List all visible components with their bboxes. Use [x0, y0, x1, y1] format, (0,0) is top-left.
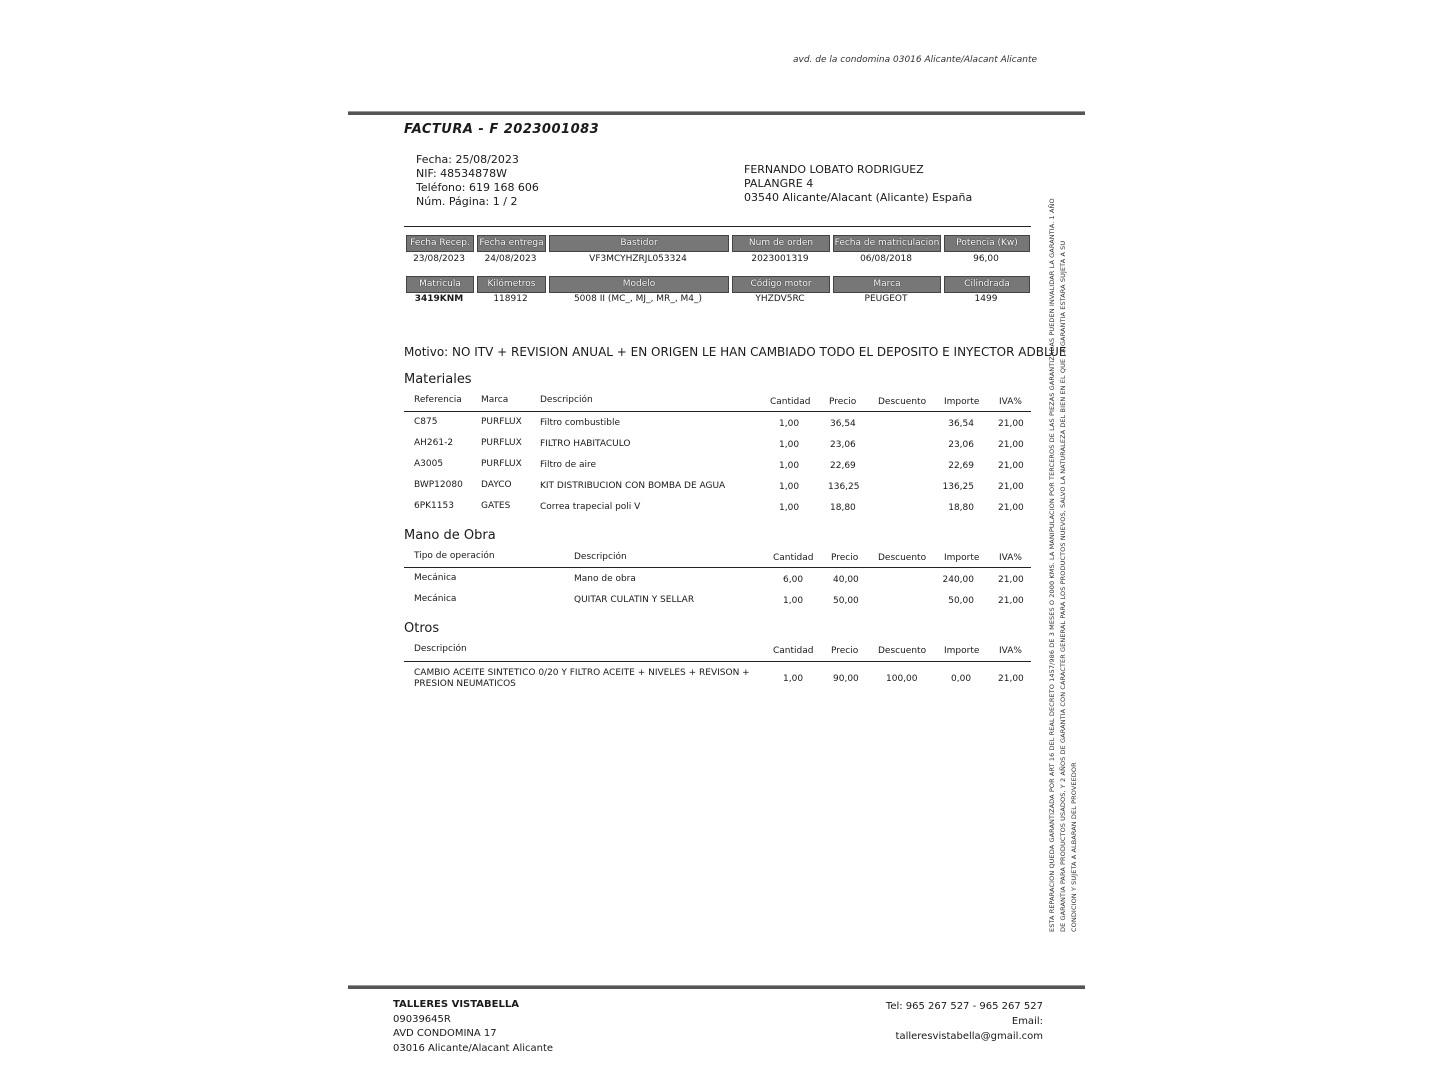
cell-qty: 6,00: [783, 575, 804, 585]
cell-desc: Mano de obra: [574, 574, 636, 584]
company-phone: Tel: 965 267 527 - 965 267 527: [885, 1001, 1043, 1012]
cell-ref: A3005: [414, 459, 444, 469]
cell-amount: 36,54: [948, 419, 974, 429]
col-header: IVA%: [999, 553, 1022, 563]
vehicle-header: Matricula: [406, 276, 474, 293]
cell-qty: 1,00: [783, 674, 804, 684]
client-city: 03540 Alicante/Alacant (Alicante) España: [744, 191, 973, 204]
cell-ref: 6PK1153: [414, 501, 454, 511]
cell-price: 23,06: [830, 440, 856, 450]
cell-ref: C875: [414, 417, 438, 427]
cell-type: Mecánica: [414, 573, 457, 583]
cell-desc: QUITAR CULATIN Y SELLAR: [574, 595, 695, 605]
cell-desc: Filtro de aire: [540, 460, 597, 470]
cell-price: 22,69: [830, 461, 856, 471]
col-header: Tipo de operación: [414, 551, 495, 561]
cell-ref: AH261-2: [414, 438, 454, 448]
cell-vat: 21,00: [998, 461, 1024, 471]
cell-qty: 1,00: [779, 503, 800, 513]
otros-header-line: [404, 661, 1031, 662]
col-header: IVA%: [999, 397, 1022, 407]
cell-price: 90,00: [833, 674, 859, 684]
vehicle-value: 5008 II (MC_, MJ_, MR_, M4_): [573, 294, 703, 304]
cell-brand: GATES: [481, 501, 511, 511]
vehicle-value: 3419KNM: [414, 294, 464, 304]
col-header: Descripción: [540, 395, 593, 405]
cell-vat: 21,00: [998, 482, 1024, 492]
col-header: Marca: [481, 395, 509, 405]
col-header: Cantidad: [773, 646, 814, 656]
vehicle-value: 96,00: [973, 254, 999, 264]
cell-amount: 240,00: [942, 575, 974, 585]
cell-qty: 1,00: [779, 440, 800, 450]
invoice-phone: Teléfono: 619 168 606: [416, 181, 539, 194]
warranty-line: ESTA REPARACION QUEDA GARANTIZADA POR ART 16 DEL REAL DECRETO 1457/986 DE 3 MESES O 2000 KMS. LA MANIPULACION POR TERCEROS DE LAS PIEZAS GARANTIZADAS PUEDEN INVALIDAR LA GARANTIA. 1 AÑO: [1048, 198, 1056, 932]
cell-desc: CAMBIO ACEITE SINTETICO 0/20 Y FILTRO ACEITE + NIVELES + REVISON + PRESION NEUMATICOS: [414, 668, 750, 689]
company-cif: 09039645R: [393, 1013, 451, 1025]
cell-brand: PURFLUX: [481, 417, 522, 427]
col-header: Descuento: [878, 646, 927, 656]
otros-title: Otros: [404, 621, 440, 636]
company-street: AVD CONDOMINA 17: [393, 1028, 497, 1039]
col-header: Precio: [831, 646, 859, 656]
col-header: Precio: [829, 397, 857, 407]
header-address: avd. de la condomina 03016 Alicante/Alacant Alicante: [793, 55, 1038, 65]
cell-price: 40,00: [833, 575, 859, 585]
cell-desc: FILTRO HABITACULO: [540, 439, 631, 449]
vehicle-header: Fecha Recep.: [406, 235, 474, 252]
col-header: Cantidad: [773, 553, 814, 563]
cell-discount: 100,00: [886, 674, 918, 684]
vehicle-value: 24/08/2023: [484, 254, 537, 264]
cell-qty: 1,00: [779, 482, 800, 492]
meta-divider: [404, 226, 1031, 227]
vehicle-value: VF3MCYHZRJL053324: [589, 254, 687, 264]
cell-amount: 22,69: [948, 461, 974, 471]
cell-brand: PURFLUX: [481, 459, 522, 469]
cell-price: 50,00: [833, 596, 859, 606]
cell-desc: Correa trapecial poli V: [540, 502, 641, 512]
cell-amount: 18,80: [948, 503, 974, 513]
cell-desc: Filtro combustible: [540, 418, 621, 428]
invoice-title: FACTURA - F 2023001083: [404, 122, 600, 137]
col-header: Descuento: [878, 397, 927, 407]
materiales-title: Materiales: [404, 372, 472, 387]
invoice-date: Fecha: 25/08/2023: [416, 153, 519, 166]
vehicle-header: Marca: [833, 276, 941, 293]
col-header: Importe: [944, 646, 980, 656]
bottom-rule: [348, 985, 1085, 989]
company-city: 03016 Alicante/Alacant Alicante: [393, 1042, 554, 1054]
company-block: [393, 998, 553, 1056]
vehicle-header: Fecha de matriculacion: [833, 235, 941, 252]
cell-amount: 0,00: [951, 674, 972, 684]
cell-desc: KIT DISTRIBUCION CON BOMBA DE AGUA: [540, 481, 726, 491]
cell-amount: 50,00: [948, 596, 974, 606]
company-name: TALLERES VISTABELLA: [393, 999, 519, 1010]
col-header: Referencia: [414, 395, 462, 405]
cell-price: 18,80: [830, 503, 856, 513]
cell-qty: 1,00: [779, 419, 800, 429]
col-header: Descripción: [414, 644, 467, 654]
vehicle-value: 06/08/2018: [860, 254, 912, 264]
vehicle-header: Código motor: [732, 276, 830, 293]
vehicle-value: YHZDV5RC: [755, 294, 805, 304]
invoice-page: Núm. Página: 1 / 2: [416, 195, 518, 208]
cell-vat: 21,00: [998, 503, 1024, 513]
cell-vat: 21,00: [998, 440, 1024, 450]
col-header: Importe: [944, 397, 980, 407]
motivo-text: Motivo: NO ITV + REVISION ANUAL + EN ORIGEN LE HAN CAMBIADO TODO EL DEPOSITO E INYECTOR ADBLUE: [404, 345, 1067, 359]
invoice-nif: NIF: 48534878W: [416, 167, 508, 180]
col-header: Cantidad: [770, 397, 811, 407]
mano-obra-header-line: [404, 567, 1031, 568]
vehicle-header: Num de orden: [732, 235, 830, 252]
cell-vat: 21,00: [998, 674, 1024, 684]
invoice-meta: [416, 153, 539, 209]
mano-obra-title: Mano de Obra: [404, 528, 496, 543]
cell-ref: BWP12080: [414, 480, 463, 490]
client-block: [744, 163, 972, 205]
col-header: Importe: [944, 553, 980, 563]
vehicle-header: Modelo: [549, 276, 729, 293]
materiales-header-line: [404, 411, 1031, 412]
client-street: PALANGRE 4: [744, 177, 814, 190]
cell-qty: 1,00: [779, 461, 800, 471]
cell-qty: 1,00: [783, 596, 804, 606]
cell-type: Mecánica: [414, 594, 457, 604]
company-email: Email: talleresvistabella@gmail.com: [895, 1016, 1043, 1042]
cell-vat: 21,00: [998, 575, 1024, 585]
contact-block: [863, 999, 1043, 1044]
vehicle-header: Fecha entrega: [477, 235, 546, 252]
cell-amount: 23,06: [948, 440, 974, 450]
vehicle-header: Potencia (Kw): [944, 235, 1030, 252]
cell-vat: 21,00: [998, 596, 1024, 606]
col-header: Descuento: [878, 553, 927, 563]
vehicle-header: Bastidor: [549, 235, 729, 252]
vehicle-value: 1499: [974, 294, 998, 304]
vehicle-value: 23/08/2023: [413, 254, 465, 264]
cell-brand: DAYCO: [481, 480, 512, 490]
client-name: FERNANDO LOBATO RODRIGUEZ: [744, 163, 924, 176]
warranty-line: CONDICION Y SUJETA A ALBARAN DEL PROVEEDOR: [1070, 762, 1078, 932]
vehicle-value: 118912: [493, 294, 528, 304]
cell-price: 136,25: [828, 482, 860, 492]
vehicle-header: Kilómetros: [477, 276, 546, 293]
warranty-side-text: [1040, 160, 1100, 940]
vehicle-value: 2023001319: [751, 254, 809, 264]
vehicle-header: Cilindrada: [944, 276, 1030, 293]
col-header: Precio: [831, 553, 859, 563]
col-header: Descripción: [574, 552, 627, 562]
warranty-line: DE GARANTIA PARA PRODUCTOS USADOS, Y 2 AÑOS DE GARANTIA CON CARACTER GENERAL PARA LOS PRODUCTOS NUEVOS, SALVO LA NATURALEZA DEL BIEN EN EL QUE LA GARANTIA ESTARA SUJETA A SU: [1059, 240, 1067, 932]
vehicle-value: PEUGEOT: [864, 294, 908, 304]
top-rule: [348, 111, 1085, 115]
col-header: IVA%: [999, 646, 1022, 656]
cell-price: 36,54: [830, 419, 856, 429]
cell-vat: 21,00: [998, 419, 1024, 429]
cell-brand: PURFLUX: [481, 438, 522, 448]
cell-amount: 136,25: [942, 482, 974, 492]
